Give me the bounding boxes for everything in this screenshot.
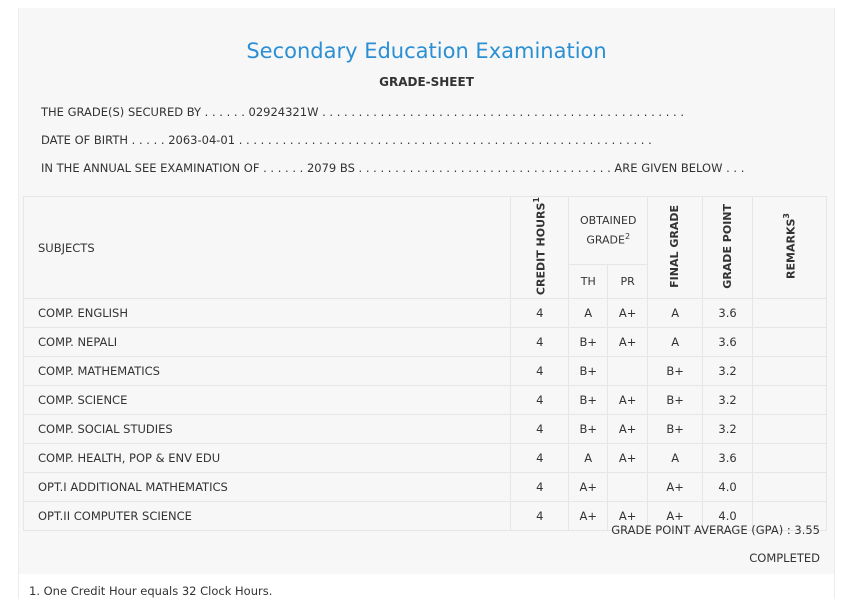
grade-sheet <box>18 8 835 599</box>
table-row <box>24 473 827 502</box>
subject-cell: COMP. SOCIAL STUDIES <box>24 415 511 444</box>
date-of-birth-line: DATE OF BIRTH . . . . . 2063-04-01 . . . . . . . . . . . . . . . . . . . . . . . . . . . . . . . . . . . . . . . . . . . . . . . . . . . . . . . . . <box>41 133 652 147</box>
credit-cell: 4 <box>511 328 569 357</box>
th-grade-cell: B+ <box>569 386 608 415</box>
credit-cell: 4 <box>511 502 569 531</box>
remarks-header: REMARKS$^3$ <box>753 197 827 299</box>
table-row <box>24 357 827 386</box>
gpa-summary: GRADE POINT AVERAGE (GPA) : 3.55 <box>611 523 820 537</box>
grade-point-header: GRADE POINT <box>703 197 753 299</box>
table-row <box>24 415 827 444</box>
table-row <box>24 444 827 473</box>
subject-cell: OPT.II COMPUTER SCIENCE <box>24 502 511 531</box>
subject-cell: COMP. SCIENCE <box>24 386 511 415</box>
subject-cell: COMP. ENGLISH <box>24 299 511 328</box>
grade-point-cell: 3.2 <box>703 386 753 415</box>
table-row <box>24 299 827 328</box>
final-grade-cell: B+ <box>648 386 703 415</box>
credit-cell: 4 <box>511 473 569 502</box>
grade-point-cell: 3.2 <box>703 357 753 386</box>
remarks-cell <box>753 328 827 357</box>
th-grade-cell: A <box>569 444 608 473</box>
obtained-grade-header: OBTAINED GRADE$^2$ <box>569 197 648 265</box>
remarks-cell <box>753 415 827 444</box>
footnote-credit-hour: 1. One Credit Hour equals 32 Clock Hours. <box>29 584 273 598</box>
grades-table <box>23 196 827 531</box>
examination-line: IN THE ANNUAL SEE EXAMINATION OF . . . . . . 2079 BS . . . . . . . . . . . . . . . . . . . . . . . . . . . . . . . . . . . ARE GIVEN BELOW . . . <box>41 161 745 175</box>
final-grade-cell: A+ <box>648 473 703 502</box>
credit-cell: 4 <box>511 299 569 328</box>
grade-point-cell: 4.0 <box>703 502 753 531</box>
credit-cell: 4 <box>511 444 569 473</box>
th-grade-cell: B+ <box>569 357 608 386</box>
final-grade-header: FINAL GRADE <box>648 197 703 299</box>
credit-cell: 4 <box>511 386 569 415</box>
final-grade-cell: B+ <box>648 415 703 444</box>
grade-point-cell: 3.2 <box>703 415 753 444</box>
subject-cell: COMP. MATHEMATICS <box>24 357 511 386</box>
pr-grade-cell: A+ <box>608 328 648 357</box>
table-row <box>24 386 827 415</box>
remarks-cell <box>753 386 827 415</box>
subject-cell: COMP. NEPALI <box>24 328 511 357</box>
final-grade-cell: A+ <box>648 502 703 531</box>
th-grade-cell: A <box>569 299 608 328</box>
remarks-cell <box>753 299 827 328</box>
grade-point-cell: 3.6 <box>703 328 753 357</box>
pr-grade-cell: A+ <box>608 415 648 444</box>
final-grade-cell: A <box>648 328 703 357</box>
subject-cell: COMP. HEALTH, POP & ENV EDU <box>24 444 511 473</box>
remarks-cell <box>753 357 827 386</box>
subject-cell: OPT.I ADDITIONAL MATHEMATICS <box>24 473 511 502</box>
final-grade-cell: B+ <box>648 357 703 386</box>
pr-grade-cell <box>608 473 648 502</box>
th-grade-cell: B+ <box>569 415 608 444</box>
credit-cell: 4 <box>511 415 569 444</box>
grade-point-cell: 3.6 <box>703 299 753 328</box>
grade-point-cell: 4.0 <box>703 473 753 502</box>
pr-grade-cell: A+ <box>608 444 648 473</box>
pr-grade-cell: A+ <box>608 502 648 531</box>
pr-grade-cell: A+ <box>608 386 648 415</box>
page-title: Secondary Education Examination <box>246 39 607 63</box>
pr-grade-cell <box>608 357 648 386</box>
status-label: COMPLETED <box>749 551 820 565</box>
credit-hours-header: CREDIT HOURS$^1$ <box>511 197 569 299</box>
th-grade-cell: B+ <box>569 328 608 357</box>
page-subtitle: GRADE-SHEET <box>379 75 474 89</box>
remarks-cell <box>753 444 827 473</box>
th-grade-cell: A+ <box>569 502 608 531</box>
pr-header: PR <box>608 265 648 299</box>
table-row <box>24 328 827 357</box>
final-grade-cell: A <box>648 299 703 328</box>
secured-by-line: THE GRADE(S) SECURED BY . . . . . . 02924321W . . . . . . . . . . . . . . . . . . . . . . . . . . . . . . . . . . . . . . . . . . . . . . . . . . <box>41 105 684 119</box>
th-grade-cell: A+ <box>569 473 608 502</box>
grade-point-cell: 3.6 <box>703 444 753 473</box>
credit-cell: 4 <box>511 357 569 386</box>
subjects-header: SUBJECTS <box>24 197 511 299</box>
pr-grade-cell: A+ <box>608 299 648 328</box>
remarks-cell <box>753 473 827 502</box>
final-grade-cell: A <box>648 444 703 473</box>
th-header: TH <box>569 265 608 299</box>
